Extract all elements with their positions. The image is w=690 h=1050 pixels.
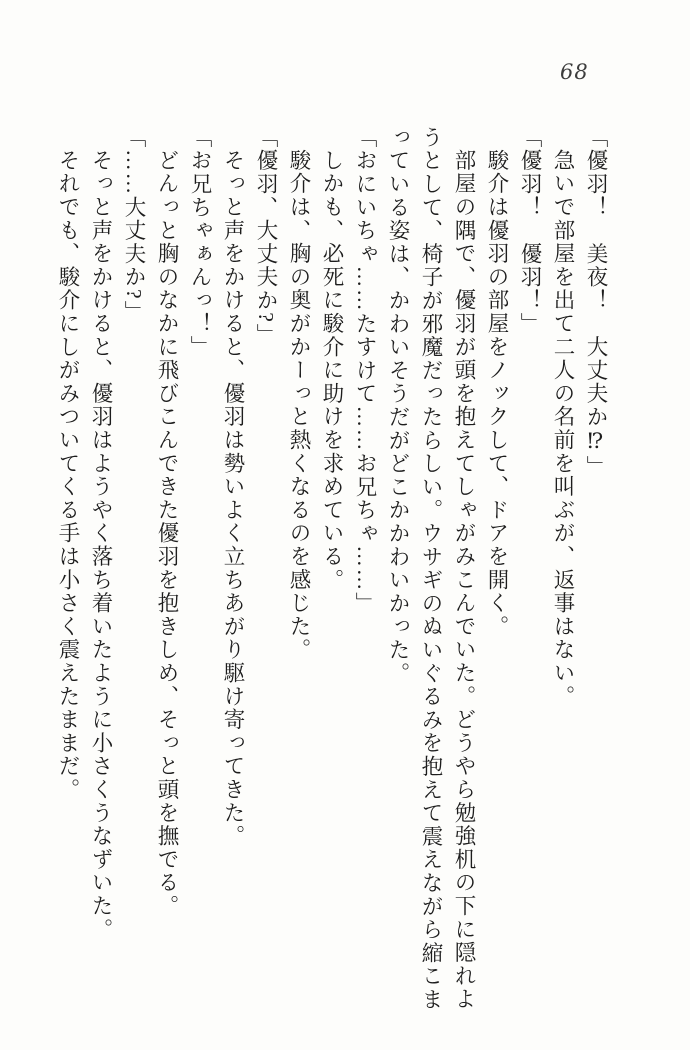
text-line: 「優羽、大丈夫か?」 (254, 126, 278, 348)
vertical-text-block (51, 126, 612, 1012)
text-line: 「優羽！ 優羽！」 (518, 126, 542, 336)
page-number: 68 (560, 60, 589, 84)
text-line: 駿介は、胸の奥がかーっと熱くなるのを感じた。 (287, 149, 311, 662)
text-line: うとして、椅子が邪魔だったらしい。ウサギのぬいぐるみを抱えて震えながら縮こま (419, 126, 443, 1012)
text-line: しかも、必死に駿介に助けを求めている。 (320, 149, 344, 592)
text-line: 「……大丈夫か?」 (122, 126, 146, 324)
text-line: っている姿は、かわいそうだがどこかかわいかった。 (386, 126, 410, 686)
text-line: そっと声をかけると、優羽は勢いよく立ちあがり駆け寄ってきた。 (221, 149, 245, 848)
text-line: 部屋の隅で、優羽が頭を抱えてしゃがみこんでいた。どうやら勉強机の下に隠れよ (452, 149, 476, 1012)
text-line: それでも、駿介にしがみついてくる手は小さく震えたままだ。 (56, 149, 80, 802)
text-line: 「優羽！ 美夜！ 大丈夫か⁉」 (584, 126, 608, 479)
text-line: 駿介は優羽の部屋をノックして、ドアを開く。 (485, 149, 509, 639)
text-line: どんっと胸のなかに飛びこんできた優羽を抱きしめ、そっと頭を撫でる。 (155, 149, 179, 918)
text-line: 「おにいちゃ……たすけて……お兄ちゃ……」 (353, 126, 377, 616)
text-line: 「お兄ちゃぁんっ！」 (188, 126, 212, 359)
text-line: 急いで部屋を出て二人の名前を叫ぶが、返事はない。 (551, 149, 575, 709)
text-line: そっと声をかけると、優羽はようやく落ち着いたように小さくうなずいた。 (89, 149, 113, 942)
